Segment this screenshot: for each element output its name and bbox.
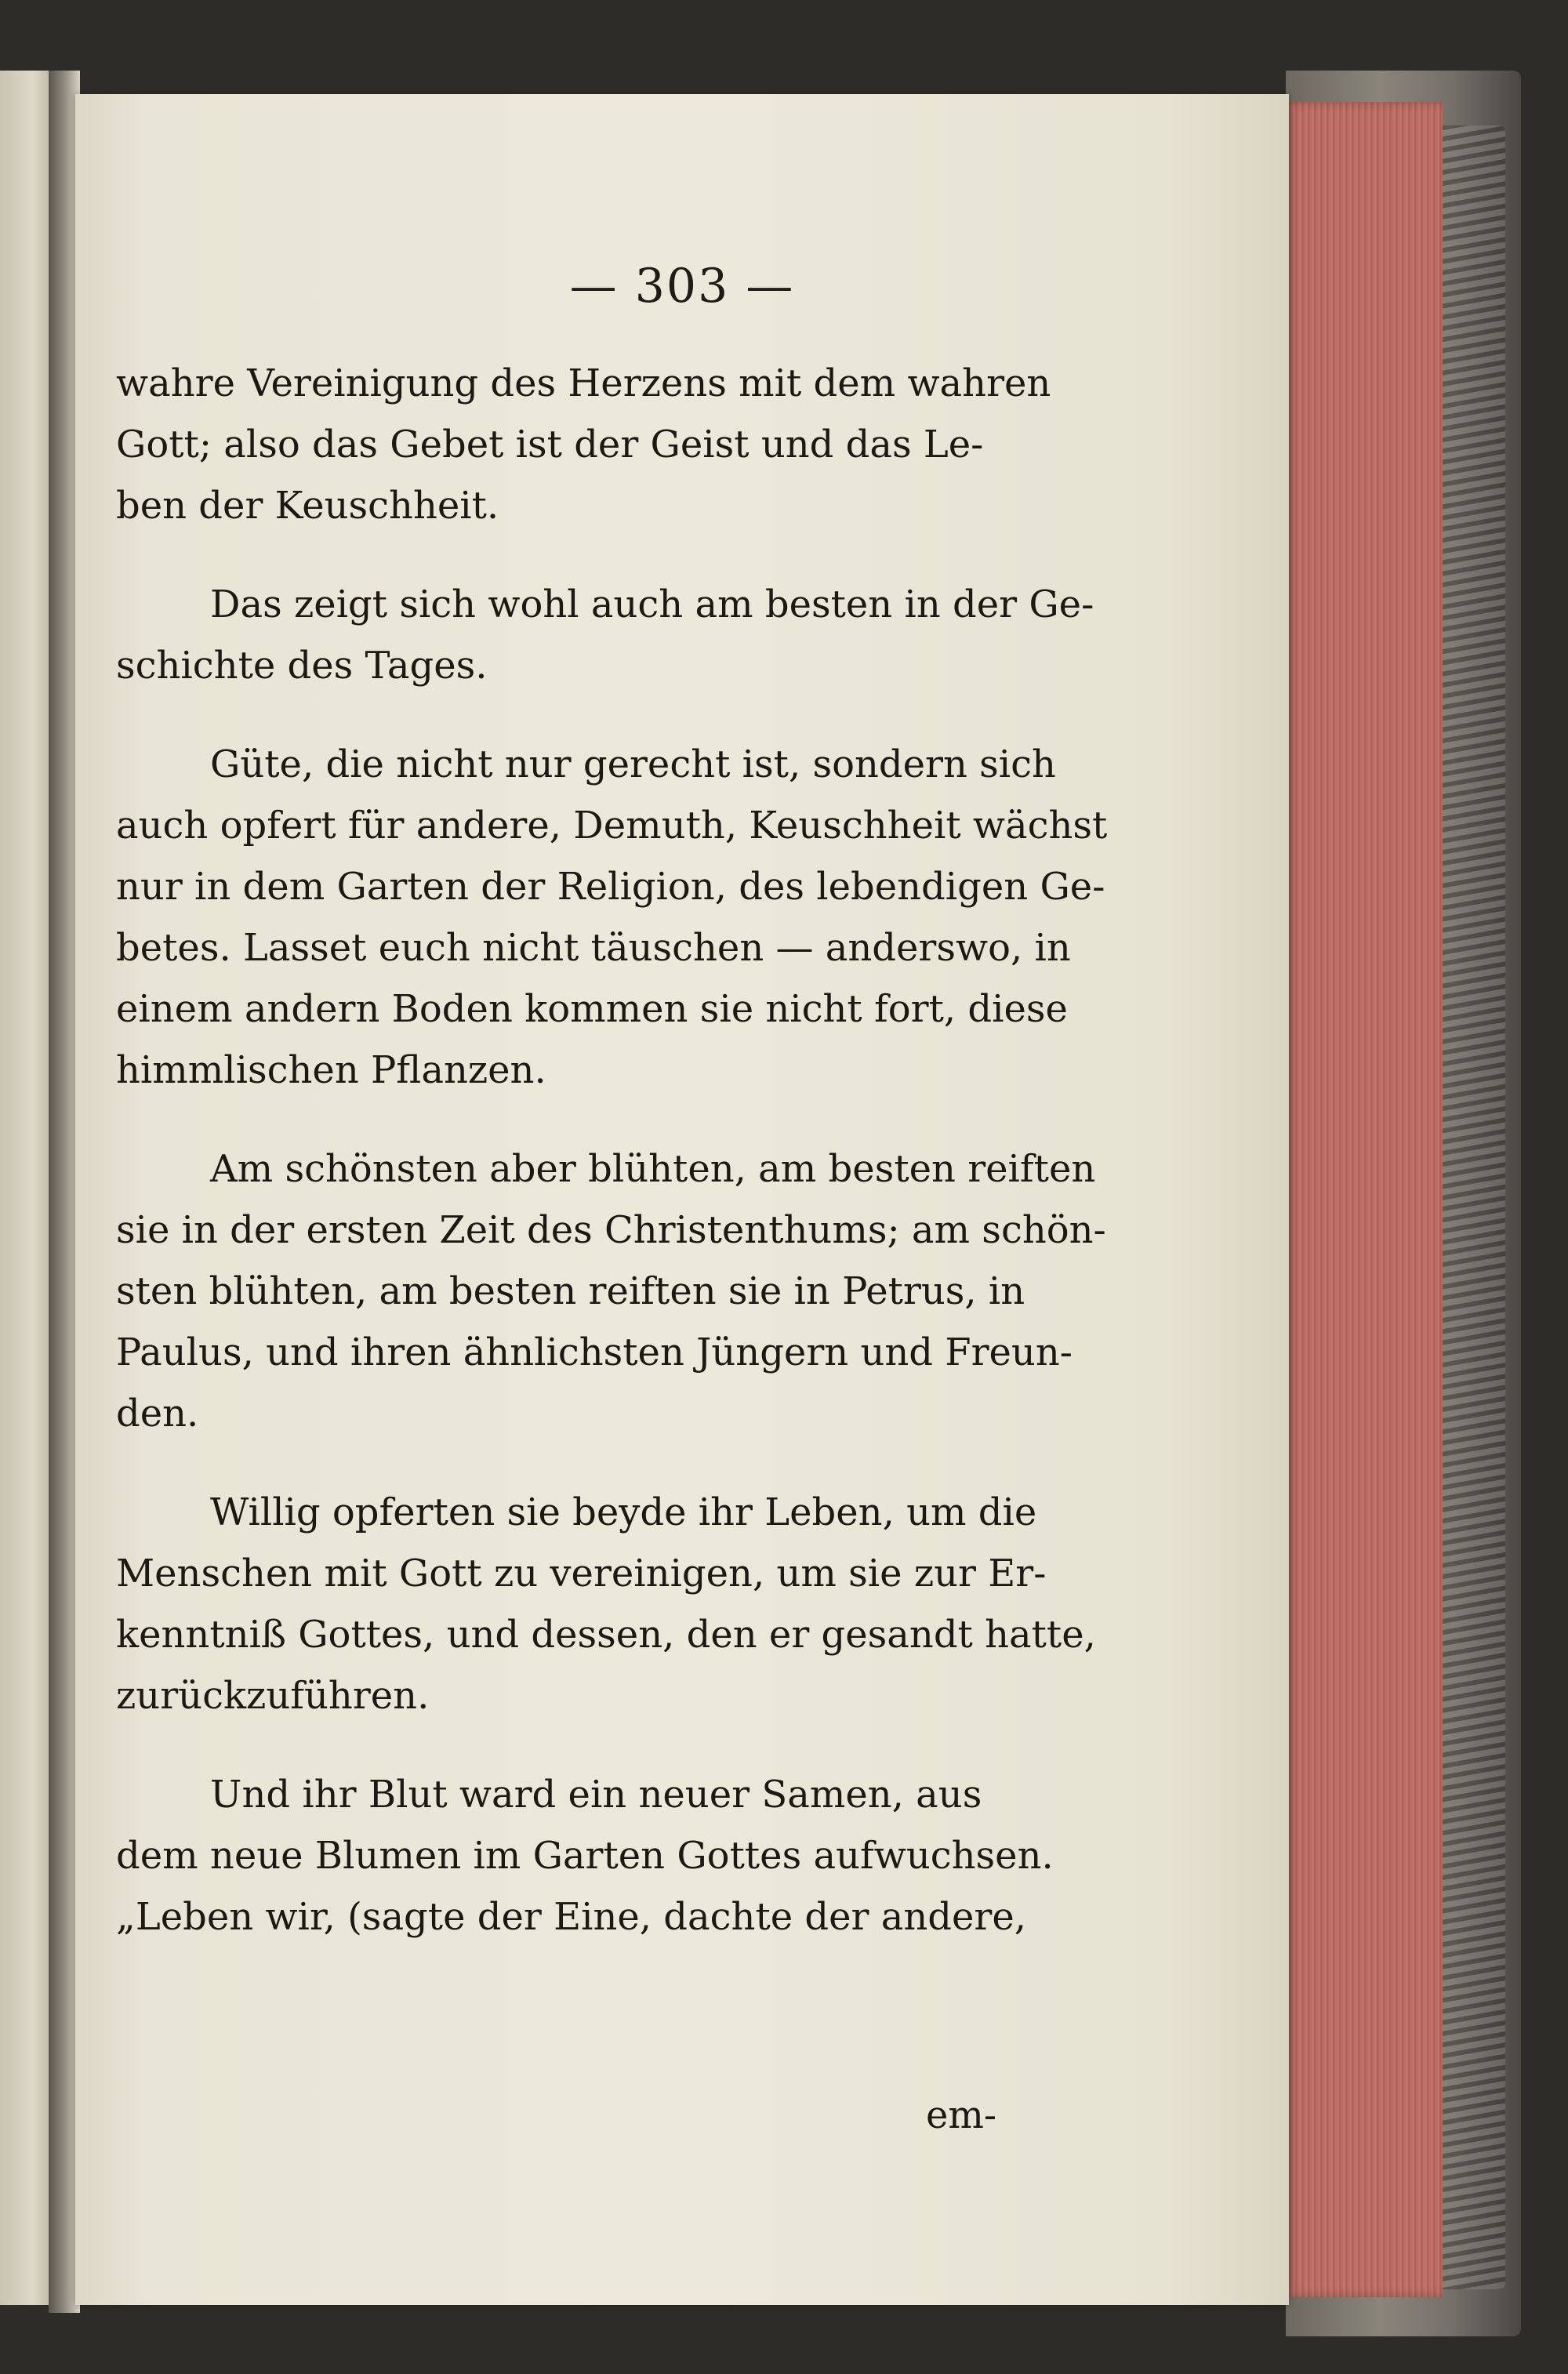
catchword: em- bbox=[926, 2093, 997, 2137]
text-line: sie in der ersten Zeit des Christenthums; am schön- bbox=[116, 1208, 1106, 1252]
page-body bbox=[116, 353, 1135, 1985]
text-line: zurückzuführen. bbox=[116, 1674, 430, 1718]
cover-marbling bbox=[1443, 125, 1505, 2289]
facing-page-edge bbox=[0, 71, 55, 2305]
text-line: kenntniß Gottes, und dessen, den er gesandt hatte, bbox=[116, 1613, 1096, 1657]
text-line: „Leben wir, (sagte der Eine, dachte der andere, bbox=[116, 1895, 1026, 1939]
text-line: Güte, die nicht nur gerecht ist, sondern sich bbox=[210, 742, 1056, 786]
paragraph-4 bbox=[116, 1138, 1135, 1444]
text-line: den. bbox=[116, 1392, 199, 1436]
text-line: sten blühten, am besten reiften sie in Petrus, in bbox=[116, 1269, 1025, 1313]
text-line: betes. Lasset euch nicht täuschen — anderswo, in bbox=[116, 926, 1071, 970]
paragraph-1 bbox=[116, 353, 1135, 536]
red-page-edges bbox=[1286, 102, 1443, 2297]
text-line: nur in dem Garten der Religion, des lebendigen Ge- bbox=[116, 865, 1105, 909]
text-line: einem andern Boden kommen sie nicht fort, diese bbox=[116, 987, 1068, 1031]
paragraph-3 bbox=[116, 734, 1135, 1101]
paragraph-5 bbox=[116, 1482, 1135, 1726]
text-line: Paulus, und ihren ähnlichsten Jüngern und Freun- bbox=[116, 1330, 1073, 1374]
text-line: Menschen mit Gott zu vereinigen, um sie zur Er- bbox=[116, 1552, 1047, 1595]
text-line: ben der Keuschheit. bbox=[116, 484, 499, 528]
text-line: Und ihr Blut ward ein neuer Samen, aus bbox=[210, 1773, 982, 1817]
book-page bbox=[75, 94, 1289, 2305]
text-line: Das zeigt sich wohl auch am besten in der Ge- bbox=[210, 583, 1094, 626]
paragraph-2 bbox=[116, 574, 1135, 696]
text-line: Gott; also das Gebet ist der Geist und das Le- bbox=[116, 423, 984, 466]
text-line: auch opfert für andere, Demuth, Keuschheit wächst bbox=[116, 804, 1108, 848]
paragraph-6 bbox=[116, 1764, 1135, 1947]
page-number-header: — 303 — bbox=[569, 259, 795, 314]
text-line: schichte des Tages. bbox=[116, 644, 488, 688]
text-line: Willig opferten sie beyde ihr Leben, um die bbox=[210, 1490, 1037, 1534]
text-line: Am schönsten aber blühten, am besten reiften bbox=[210, 1147, 1096, 1191]
text-line: dem neue Blumen im Garten Gottes aufwuchsen. bbox=[116, 1834, 1054, 1878]
text-line: himmlischen Pflanzen. bbox=[116, 1048, 546, 1092]
text-line: wahre Vereinigung des Herzens mit dem wahren bbox=[116, 361, 1051, 405]
